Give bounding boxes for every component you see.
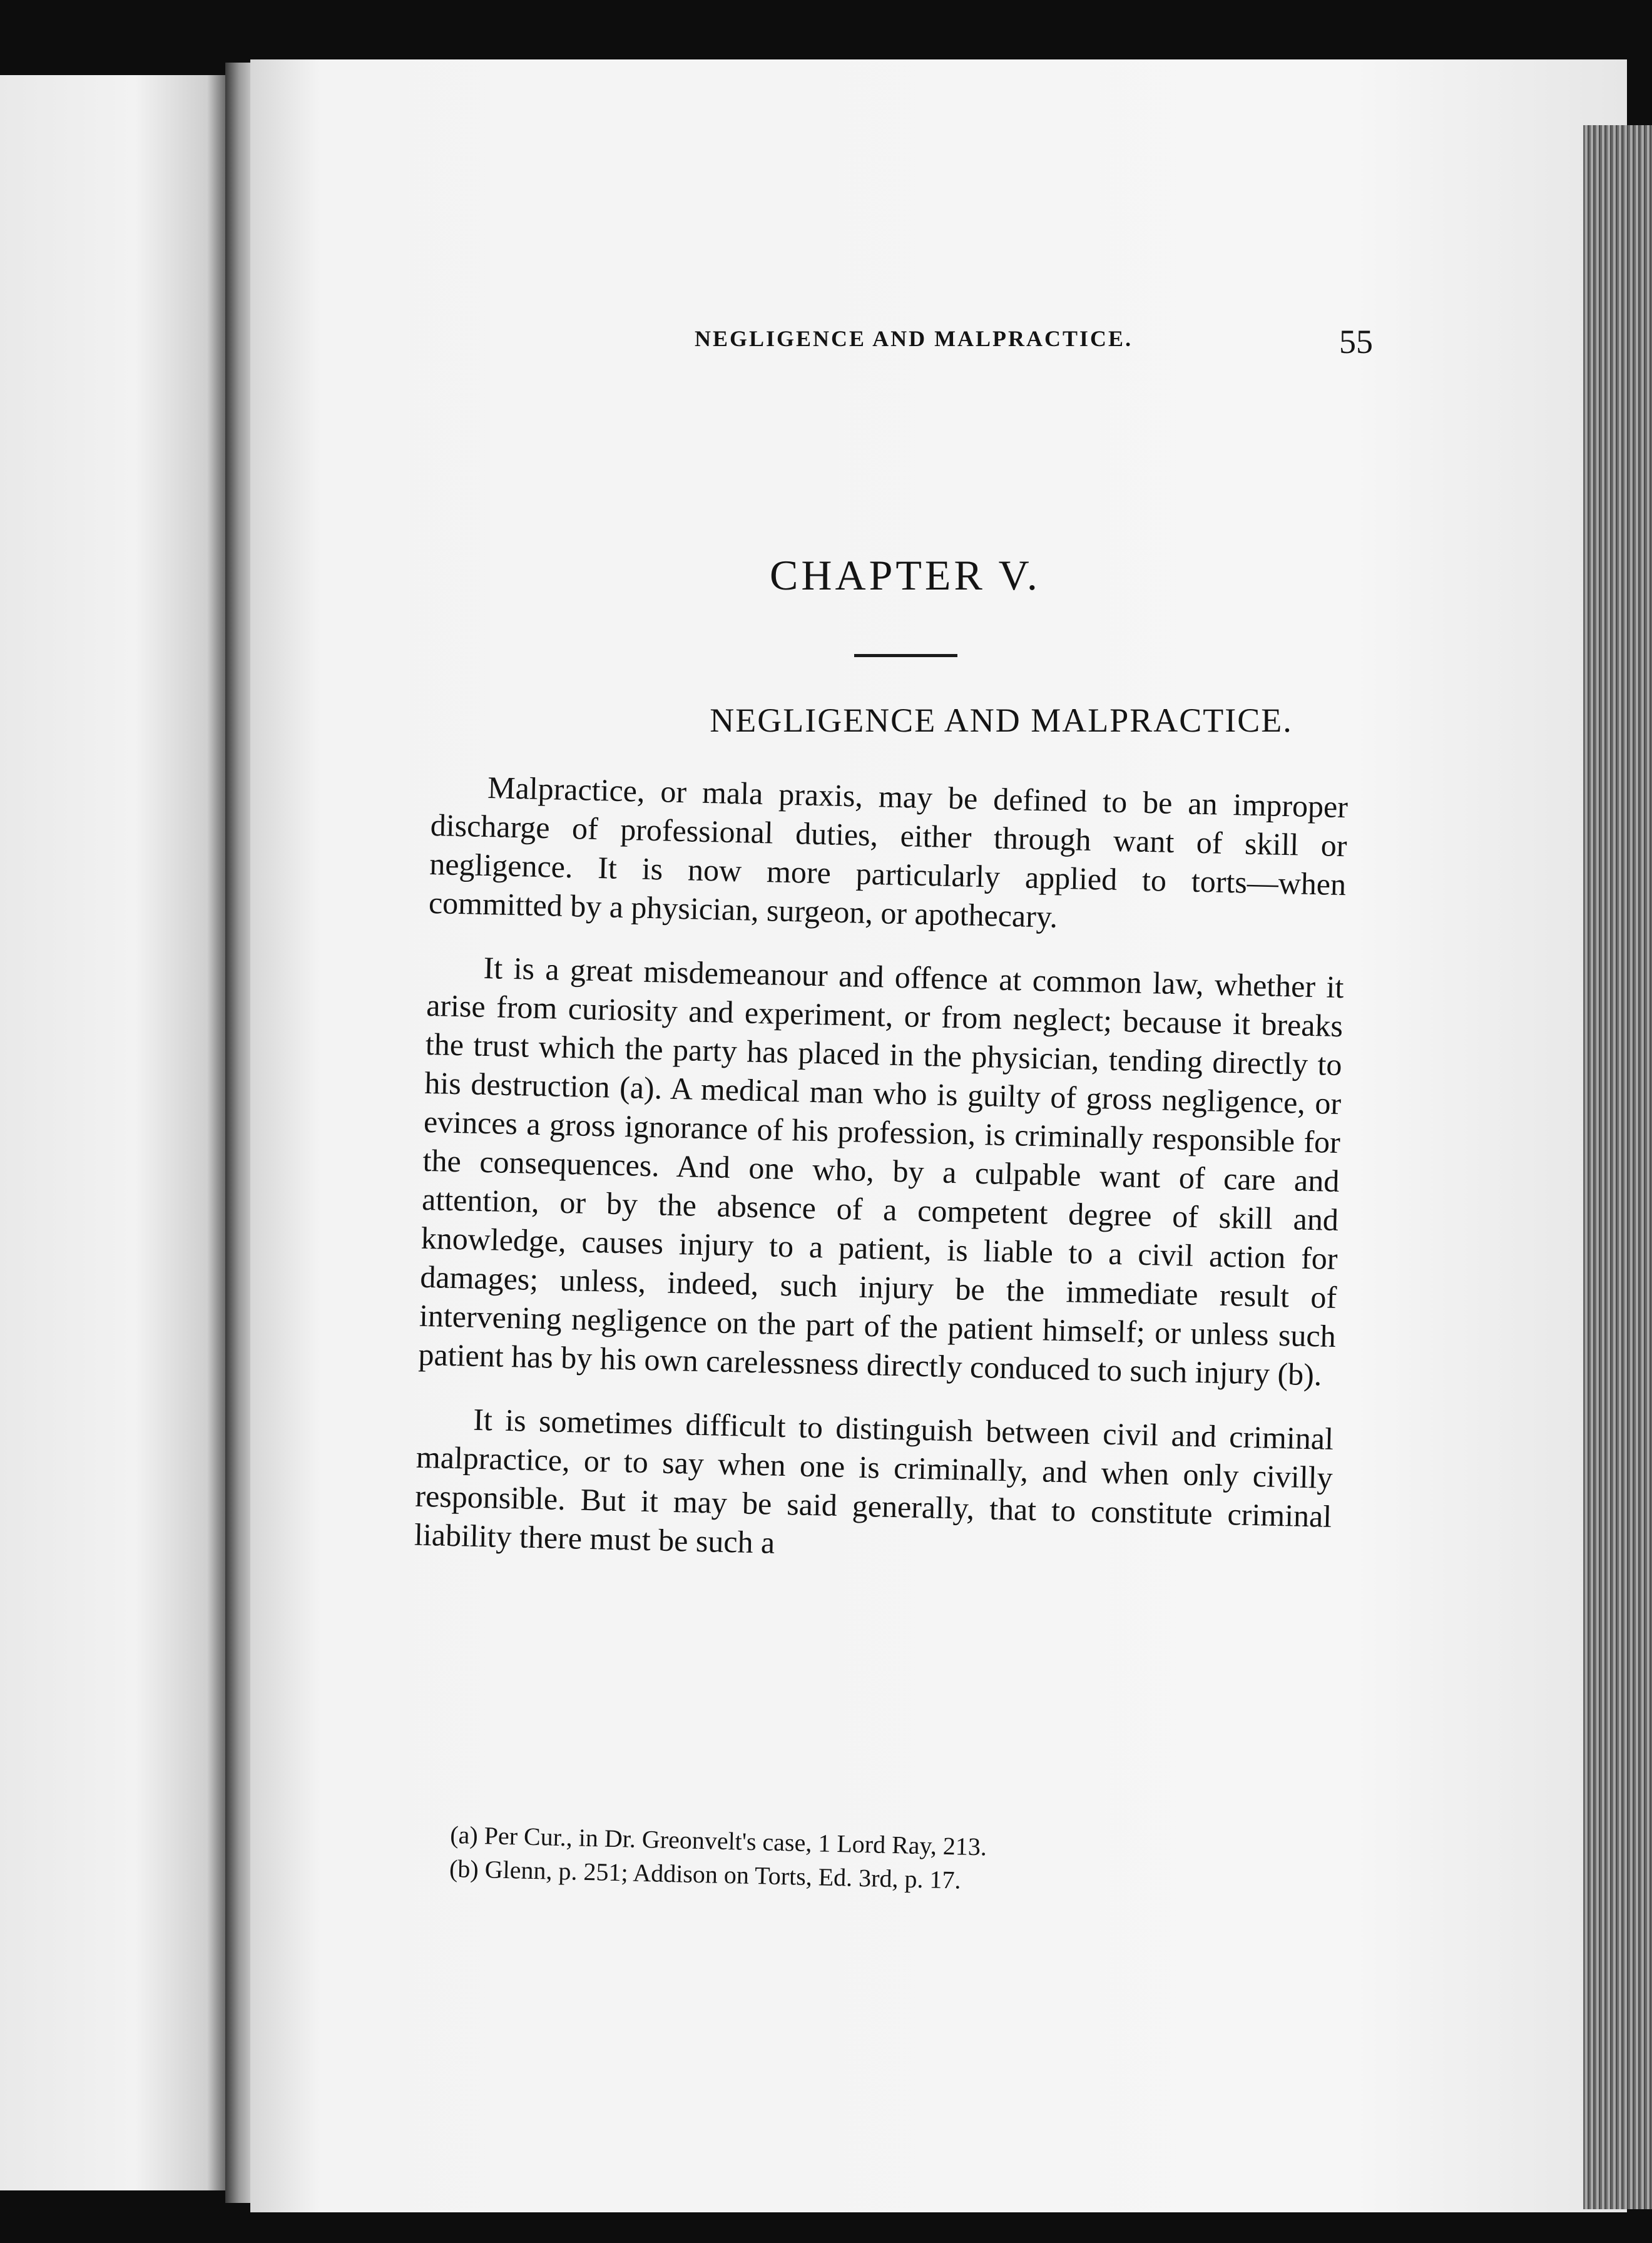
footnote-a: (a) Per Cur., in Dr. Greonvelt's case, 1 Lord Ray, 213. xyxy=(449,1820,987,1861)
page-edges xyxy=(1583,125,1652,2209)
section-title: NEGLIGENCE AND MALPRACTICE. xyxy=(710,702,1293,739)
paragraph-1: Malpractice, or mala praxis, may be defined to be an improper discharge of professional duties, either through want of skill or negligence. It is now more particularly applied to torts—when committed by a physician, surgeon, or apothecary. xyxy=(428,770,1349,934)
body-text xyxy=(414,767,1349,1600)
chapter-title: CHAPTER V. xyxy=(770,551,1041,599)
paragraph-2: It is a great misdemeanour and offence at common law, whether it arise from curiosity and experiment, or from neglect; because it breaks the trust which the party has placed in the physician, tending directly to his destruction (a). A medical man who is guilty of gross negligence, or evinces a gross ignorance of his profession, is criminally responsible for the consequences. And one who, by a culpable want of care and attention, or by the absence of a competent degree of skill and knowledge, causes injury to a patient, is liable to a civil action for damages; unless, indeed, such injury be the immediate result of intervening negligence on the part of the patient himself; or unless such patient has by his own carelessness directly conduced to such injury (b). xyxy=(418,949,1345,1392)
footnote-b: (b) Glenn, p. 251; Addison on Torts, Ed. 3rd, p. 17. xyxy=(449,1854,962,1894)
facing-page xyxy=(0,75,225,2190)
paragraph-3: It is sometimes difficult to distinguish between civil and criminal malpractice, or to say when one is criminally, and when only civilly responsible. But it may be said generally, that to constitute criminal liability there must be such a xyxy=(414,1401,1334,1560)
page-number: 55 xyxy=(1339,323,1373,360)
running-head: NEGLIGENCE AND MALPRACTICE. xyxy=(695,326,1133,351)
title-rule xyxy=(854,654,957,657)
